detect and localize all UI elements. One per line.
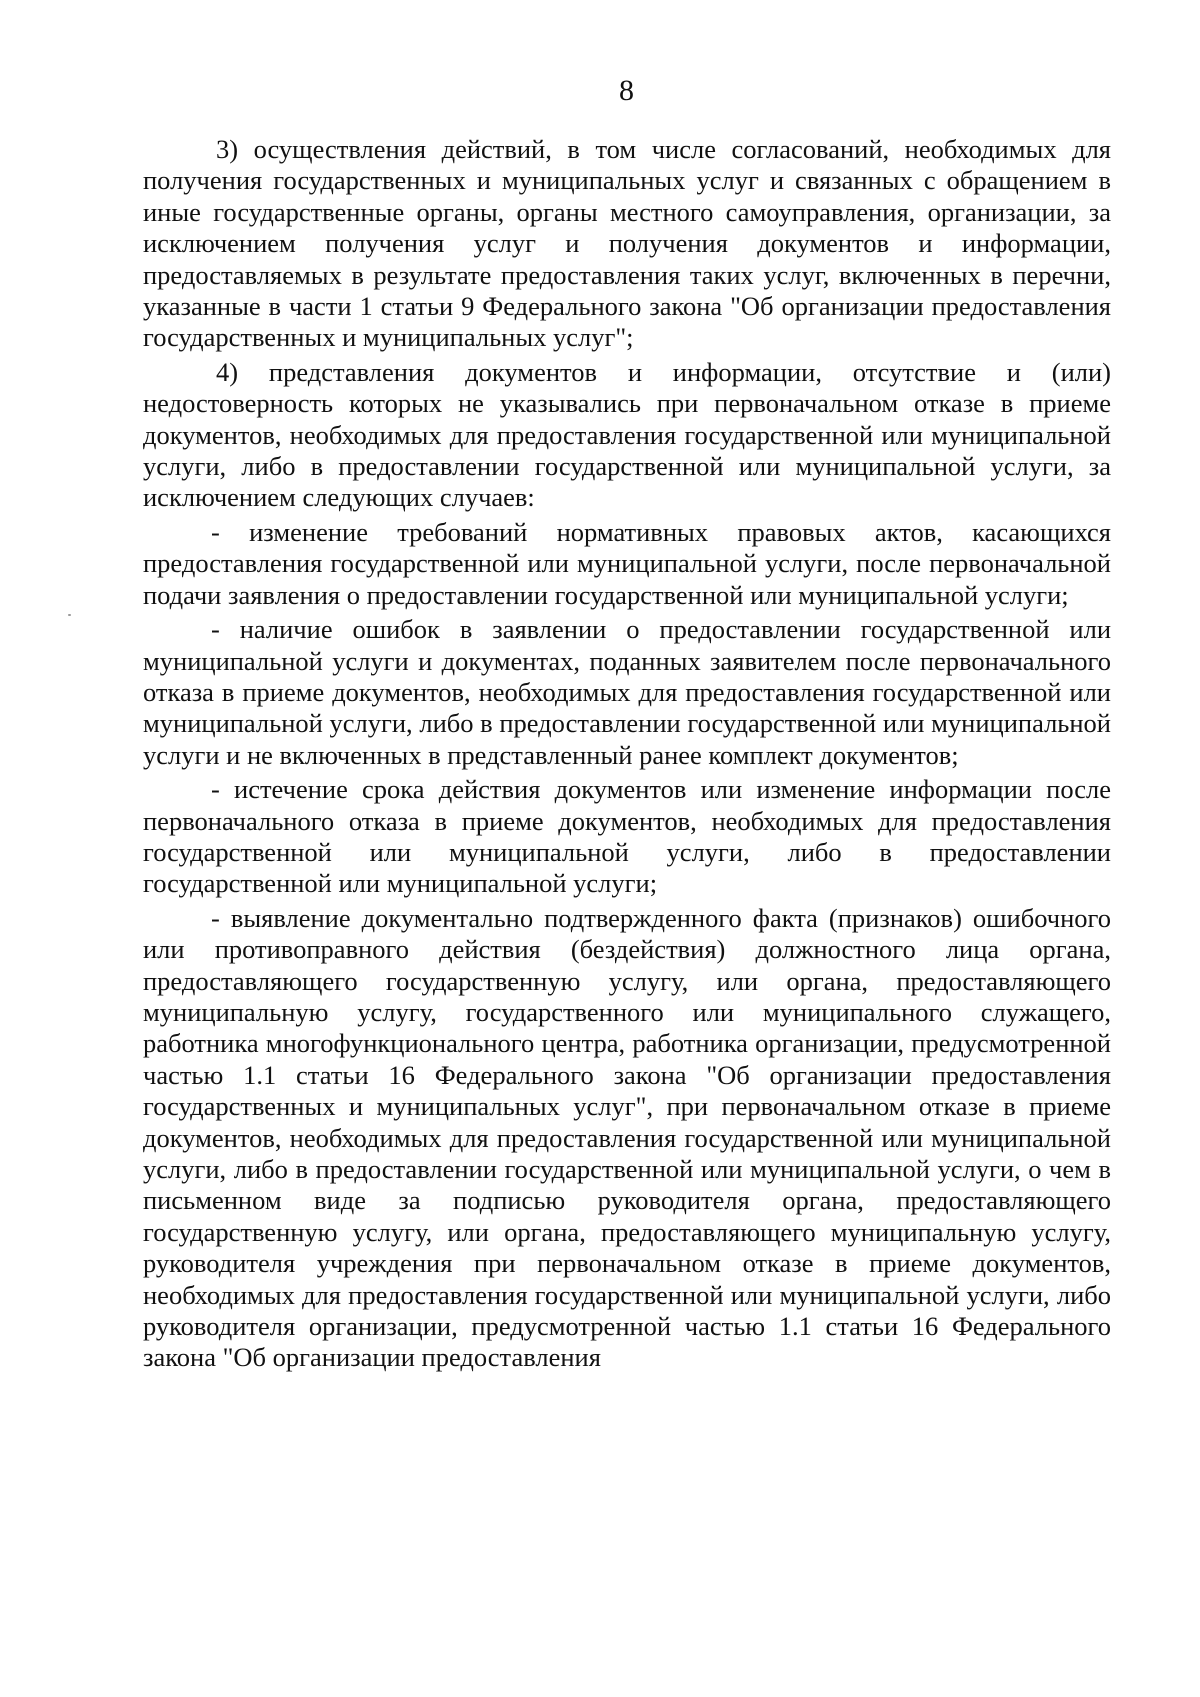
exception-item-documents-expiry: - истечение срока действия документов или изменение информации после первоначального отказа в приеме документов, необходимых для предоставления государственной или муниципальной услуги, либо в предоставлении государственной или муниципальной услуги;	[143, 774, 1111, 899]
document-body	[143, 134, 1111, 1374]
paragraph-item-3: 3) осуществления действий, в том числе согласований, необходимых для получения государственных и муниципальных услуг и связанных с обращением в иные государственные органы, органы местного самоуправления, организации, за исключением получения услуг и получения документов и информации, предоставляемых в результате предоставления таких услуг, включенных в перечни, указанные в части 1 статьи 9 Федерального закона "Об организации предоставления государственных и муниципальных услуг";	[143, 134, 1111, 353]
exception-item-official-misconduct: - выявление документально подтвержденного факта (признаков) ошибочного или противоправного действия (бездействия) должностного лица органа, предоставляющего государственную услугу, или органа, предоставляющего муниципальную услугу, государственного или муниципального служащего, работника многофункционального центра, работника организации, предусмотренной частью 1.1 статьи 16 Федерального закона "Об организации предоставления государственных и муниципальных услуг", при первоначальном отказе в приеме документов, необходимых для предоставления государственной или муниципальной услуги, либо в предоставлении государственной или муниципальной услуги, о чем в письменном виде за подписью руководителя органа, предоставляющего государственную услугу, или органа, предоставляющего муниципальную услугу, руководителя учреждения при первоначальном отказе в приеме документов, необходимых для предоставления государственной или муниципальной услуги, либо руководителя организации, предусмотренной частью 1.1 статьи 16 Федерального закона "Об организации предоставления	[143, 902, 1111, 1373]
paragraph-item-4: 4) представления документов и информации, отсутствие и (или) недостоверность которых не указывались при первоначальном отказе в приеме документов, необходимых для предоставления государственной или муниципальной услуги, либо в предоставлении государственной или муниципальной услуги, за исключением следующих случаев:	[143, 356, 1111, 513]
exception-item-requirements-change: - изменение требований нормативных правовых актов, касающихся предоставления государственной или муниципальной услуги, после первоначальной подачи заявления о предоставлении государственной или муниципальной услуги;	[143, 516, 1111, 610]
page-number: 8	[619, 74, 634, 107]
exception-item-application-errors: - наличие ошибок в заявлении о предоставлении государственной или муниципальной услуги и документах, поданных заявителем после первоначального отказа в приеме документов, необходимых для предоставления государственной или муниципальной услуги, либо в предоставлении государственной или муниципальной услуги и не включенных в представленный ранее комплект документов;	[143, 614, 1111, 770]
scan-speck	[68, 614, 71, 616]
